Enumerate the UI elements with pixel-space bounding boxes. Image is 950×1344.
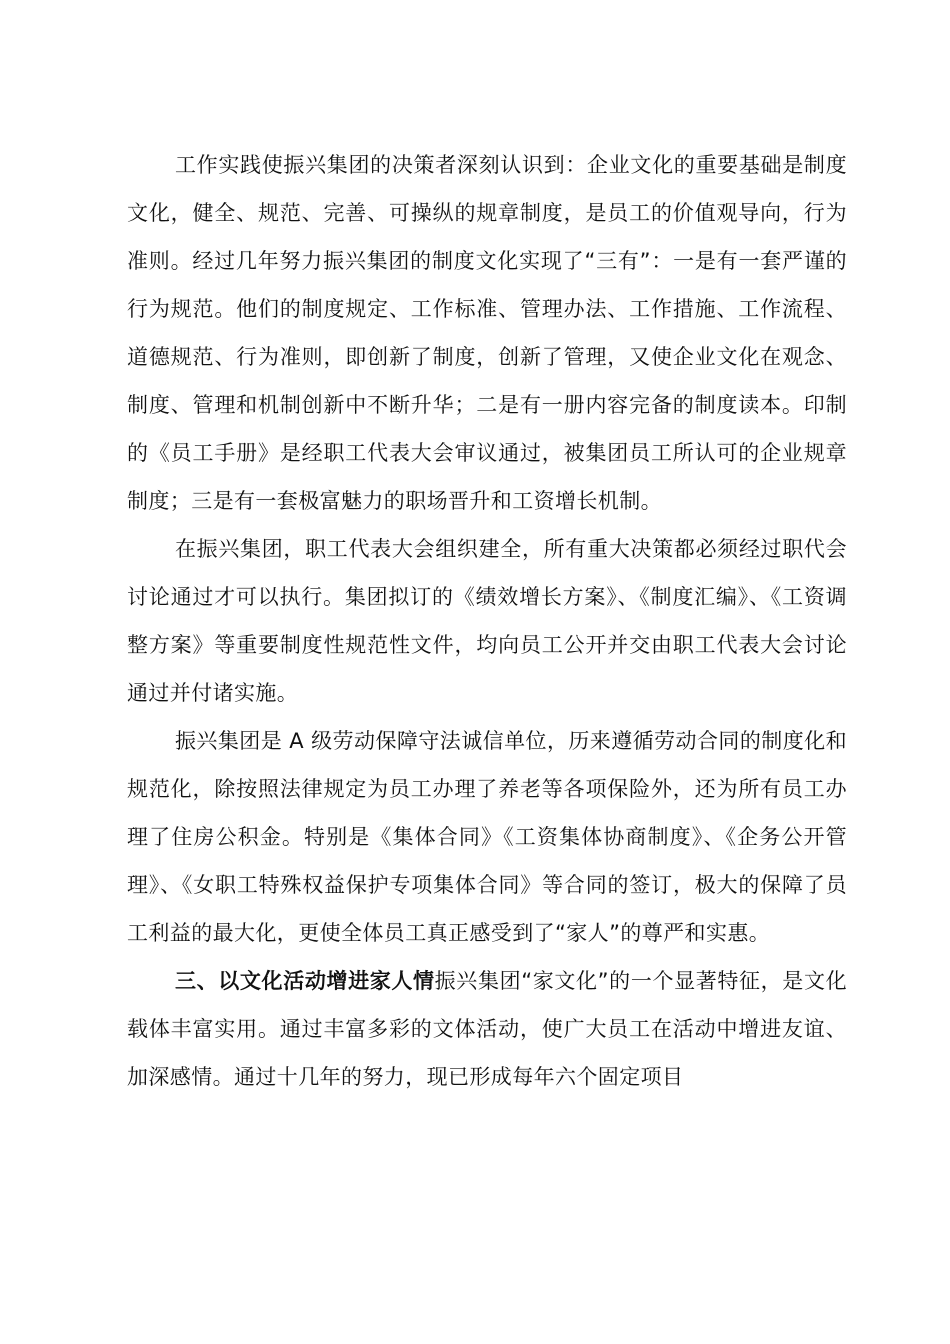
paragraph-institutional-culture: 工作实践使振兴集团的决策者深刻认识到：企业文化的重要基础是制度文化，健全、规范、完善、可操纵的规章制度，是员工的价值观导向，行为准则。经过几年努力振兴集团的制度文化实现了“三有”：一是有一套严谨的行为规范。他们的制度规定、工作标准、管理办法、工作措施、工作流程、道德规范、行为准则，即创新了制度，创新了管理，又使企业文化在观念、制度、管理和机制创新中不断升华；二是有一册内容完备的制度读本。印制的《员工手册》是经职工代表大会审议通过，被集团员工所认可的企业规章制度；三是有一套极富魅力的职场晋升和工资增长机制。 <box>127 153 847 513</box>
paragraph-labor-contracts: 振兴集团是 A 级劳动保障守法诚信单位，历来遵循劳动合同的制度化和规范化，除按照法律规定为员工办理了养老等各项保险外，还为所有员工办理了住房公积金。特别是《集体合同》《工资集体协商制度》、《企务公开管理》、《女职工特殊权益保护专项集体合同》等合同的签订，极大的保障了员工利益的最大化，更使全体员工真正感受到了“家人”的尊严和实惠。 <box>127 729 847 945</box>
section-heading: 三、以文化活动增进家人情 <box>175 969 435 993</box>
paragraph-section-three <box>127 957 847 1101</box>
document-body <box>127 141 847 1101</box>
paragraph-workers-congress: 在振兴集团，职工代表大会组织建全，所有重大决策都必须经过职代会讨论通过才可以执行。集团拟订的《绩效增长方案》、《制度汇编》、《工资调整方案》等重要制度性规范性文件，均向员工公开并交由职工代表大会讨论通过并付诸实施。 <box>127 537 847 705</box>
section-body: 振兴集团“家文化”的一个显著特征，是文化载体丰富实用。通过丰富多彩的文体活动，使广大员工在活动中增进友谊、加深感情。通过十几年的努力，现已形成每年六个固定项目 <box>127 969 847 1089</box>
